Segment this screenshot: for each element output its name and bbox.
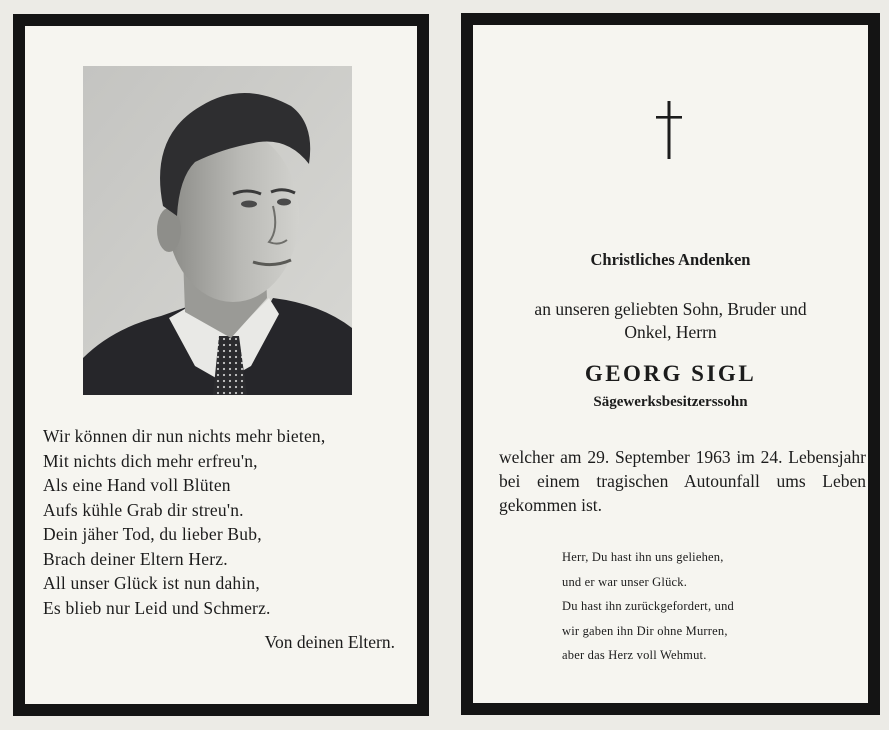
death-notice-text: welcher am 29. September 1963 im 24. Lebensjahr bei einem tragischen Autounfall ums Leben gekommen ist. xyxy=(499,447,866,515)
verse-line: wir gaben ihn Dir ohne Murren, xyxy=(562,623,728,638)
left-card-panel xyxy=(13,14,429,716)
intro-line: an unseren geliebten Sohn, Bruder und xyxy=(534,299,807,319)
cross-icon xyxy=(656,101,682,159)
portrait-image xyxy=(83,66,352,395)
verse-line: Du hast ihn zurückgefordert, und xyxy=(562,599,734,613)
verse-line: und er war unser Glück. xyxy=(562,574,688,589)
intro-text xyxy=(473,298,868,344)
verse-line: aber das Herz voll Wehmut. xyxy=(562,648,707,662)
poem xyxy=(43,424,413,620)
poem-line: Wir können dir nun nichts mehr bieten, xyxy=(43,426,326,446)
poem-line: Aufs kühle Grab dir streu'n. xyxy=(43,499,244,520)
verse-line: Herr, Du hast ihn uns geliehen, xyxy=(562,550,724,564)
poem-line: Mit nichts dich mehr erfreu'n, xyxy=(43,450,258,471)
poem-line: Als eine Hand voll Blüten xyxy=(43,475,231,495)
poem-line: All unser Glück ist nun dahin, xyxy=(43,573,260,593)
deceased-name: GEORG SIGL xyxy=(584,361,757,386)
right-card-panel xyxy=(461,13,880,715)
signature-from-parents: Von deinen Eltern. xyxy=(264,632,395,652)
deceased-occupation: Sägewerksbesitzerssohn xyxy=(593,394,748,410)
heading-christliches-andenken: Christliches Andenken xyxy=(590,250,751,269)
prayer-verse xyxy=(562,545,734,668)
poem-line: Dein jäher Tod, du lieber Bub, xyxy=(43,524,262,544)
intro-line: Onkel, Herrn xyxy=(624,322,717,342)
portrait-photo xyxy=(83,66,352,395)
poem-line: Es blieb nur Leid und Schmerz. xyxy=(43,597,271,618)
poem-line: Brach deiner Eltern Herz. xyxy=(43,548,228,569)
